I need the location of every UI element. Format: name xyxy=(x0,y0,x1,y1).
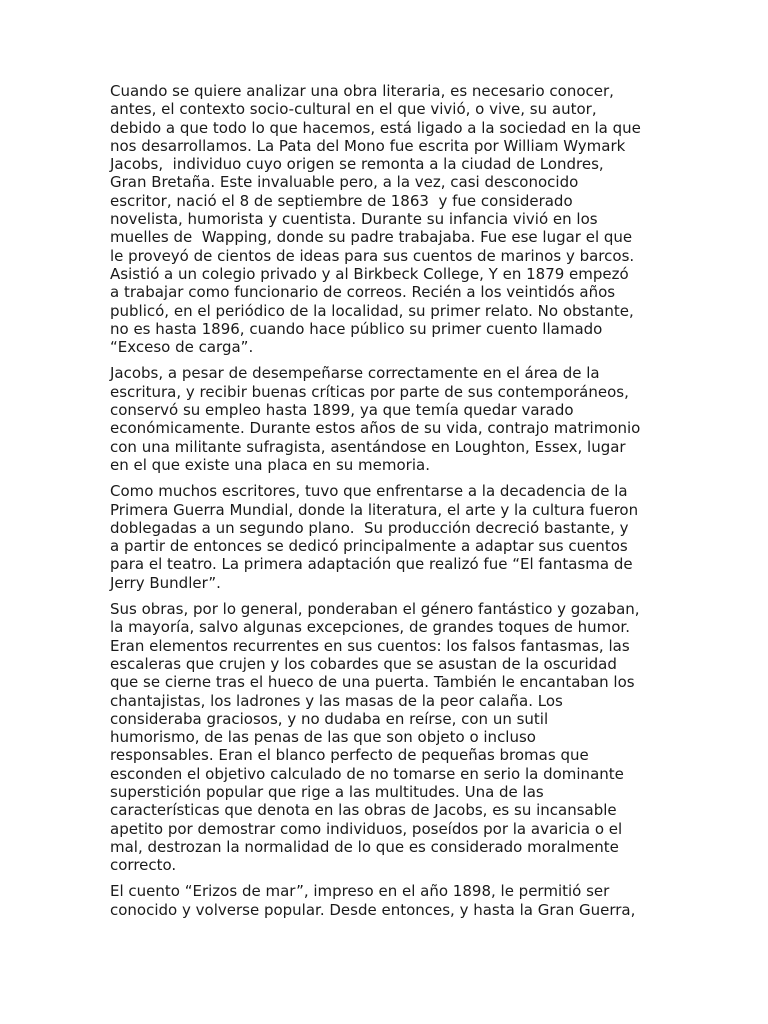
text-line: a partir de entonces se dedicó principalmente a adaptar sus cuentos xyxy=(110,537,628,556)
text-line: Sus obras, por lo general, ponderaban el género fantástico y gozaban, xyxy=(110,600,640,619)
text-line: El cuento “Erizos de mar”, impreso en el año 1898, le permitió ser xyxy=(110,882,610,901)
text-line: Gran Bretaña. Este invaluable pero, a la vez, casi desconocido xyxy=(110,173,579,192)
text-line: conocido y volverse popular. Desde entonces, y hasta la Gran Guerra, xyxy=(110,900,636,919)
text-line: económicamente. Durante estos años de su vida, contrajo matrimonio xyxy=(110,419,641,438)
text-line: Jerry Bundler”. xyxy=(110,573,221,592)
text-line: correcto. xyxy=(110,856,177,875)
text-line: antes, el contexto socio-cultural en el que vivió, o vive, su autor, xyxy=(110,100,597,119)
text-line: para el teatro. La primera adaptación que realizó fue “El fantasma de xyxy=(110,555,633,574)
text-line: consideraba graciosos, y no dudaba en reírse, con un sutil xyxy=(110,709,549,728)
text-line: novelista, humorista y cuentista. Durante su infancia vivió en los xyxy=(110,210,598,229)
text-line: escritura, y recibir buenas críticas por parte de sus contemporáneos, xyxy=(110,382,629,401)
paragraph-4 xyxy=(110,600,658,874)
text-line: Primera Guerra Mundial, donde la literatura, el arte y la cultura fueron xyxy=(110,500,639,519)
text-line: características que denota en las obras de Jacobs, es su incansable xyxy=(110,801,617,820)
text-line: que se cierne tras el hueco de una puerta. También le encantaban los xyxy=(110,673,635,692)
paragraph-5 xyxy=(110,882,658,919)
text-line: con una militante sufragista, asentándose en Loughton, Essex, lugar xyxy=(110,437,626,456)
text-line: debido a que todo lo que hacemos, está ligado a la sociedad en la que xyxy=(110,118,641,137)
text-line: en el que existe una placa en su memoria. xyxy=(110,455,430,474)
text-line: a trabajar como funcionario de correos. Recién a los veintidós años xyxy=(110,283,616,302)
document-page xyxy=(110,82,658,927)
text-line: Eran elementos recurrentes en sus cuentos: los falsos fantasmas, las xyxy=(110,636,630,655)
text-line: Jacobs, a pesar de desempeñarse correctamente en el área de la xyxy=(110,364,600,383)
text-line: apetito por demostrar como individuos, poseídos por la avaricia o el xyxy=(110,819,623,838)
text-line: humorismo, de las penas de las que son objeto o incluso xyxy=(110,728,536,747)
text-line: nos desarrollamos. La Pata del Mono fue escrita por William Wymark xyxy=(110,136,626,155)
text-line: superstición popular que rige a las multitudes. Una de las xyxy=(110,782,544,801)
text-line: Asistió a un colegio privado y al Birkbeck College, Y en 1879 empezó xyxy=(110,264,629,283)
text-line: muelles de Wapping, donde su padre trabajaba. Fue ese lugar el que xyxy=(110,228,633,247)
text-line: “Exceso de carga”. xyxy=(110,338,254,357)
text-line: la mayoría, salvo algunas excepciones, de grandes toques de humor. xyxy=(110,618,630,637)
paragraph-2 xyxy=(110,364,658,474)
text-line: publicó, en el periódico de la localidad, su primer relato. No obstante, xyxy=(110,301,634,320)
paragraph-3 xyxy=(110,482,658,592)
text-line: chantajistas, los ladrones y las masas de la peor calaña. Los xyxy=(110,691,563,710)
text-line: conservó su empleo hasta 1899, ya que temía quedar varado xyxy=(110,401,574,420)
text-line: escaleras que crujen y los cobardes que se asustan de la oscuridad xyxy=(110,654,617,673)
text-line: escritor, nació el 8 de septiembre de 1863 y fue considerado xyxy=(110,191,573,210)
text-line: Cuando se quiere analizar una obra literaria, es necesario conocer, xyxy=(110,82,614,100)
text-line: responsables. Eran el blanco perfecto de pequeñas bromas que xyxy=(110,746,589,765)
text-line: le proveyó de cientos de ideas para sus cuentos de marinos y barcos. xyxy=(110,246,635,265)
text-line: doblegadas a un segundo plano. Su producción decreció bastante, y xyxy=(110,518,629,537)
paragraph-1 xyxy=(110,82,658,356)
text-line: no es hasta 1896, cuando hace público su primer cuento llamado xyxy=(110,319,603,338)
text-line: mal, destrozan la normalidad de lo que es considerado moralmente xyxy=(110,837,619,856)
text-line: Jacobs, individuo cuyo origen se remonta a la ciudad de Londres, xyxy=(110,155,604,174)
text-line: Como muchos escritores, tuvo que enfrentarse a la decadencia de la xyxy=(110,482,628,501)
text-line: esconden el objetivo calculado de no tomarse en serio la dominante xyxy=(110,764,624,783)
